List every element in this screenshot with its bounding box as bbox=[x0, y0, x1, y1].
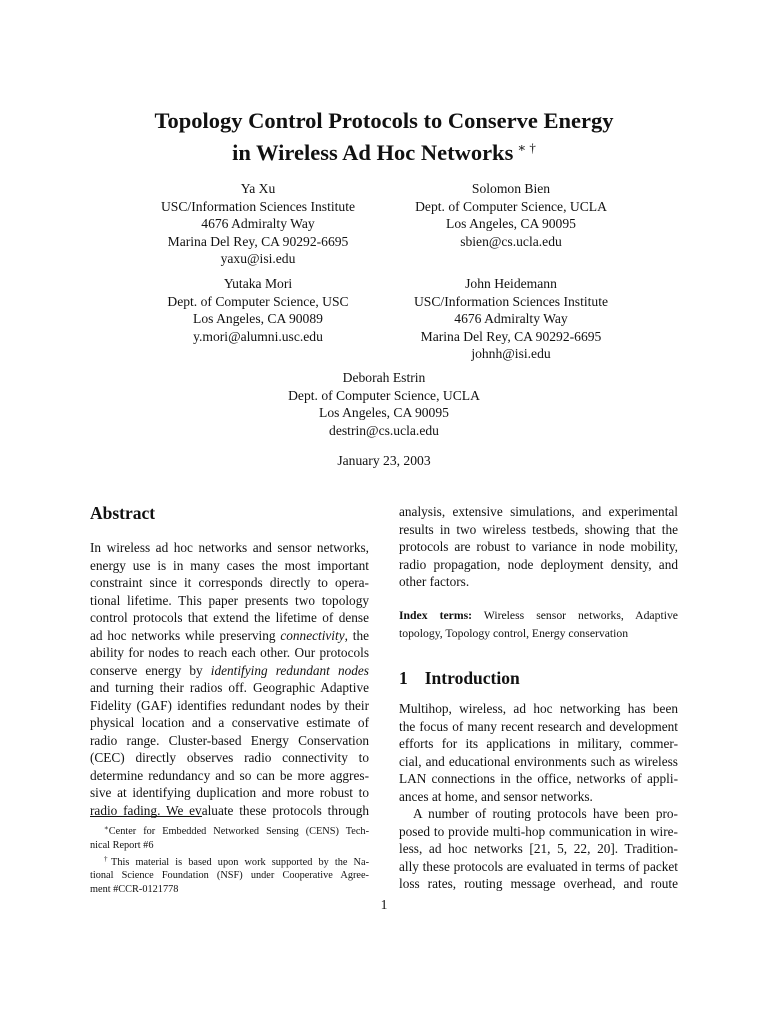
footnote-line: tional Science Foundation (NSF) under Cooperative Agree- bbox=[90, 870, 369, 882]
intro-line: A number of routing protocols have been pro- bbox=[413, 806, 678, 821]
abstract-text: ad hoc networks while preserving bbox=[90, 627, 281, 643]
intro-line: cial, and educational environments such as wireless bbox=[399, 753, 678, 769]
abstract-line: protocols are robust to variance in node mobility, bbox=[399, 539, 678, 554]
author-affiliation: Dept. of Computer Science, USC bbox=[167, 293, 349, 309]
page-number: 1 bbox=[380, 897, 388, 912]
paper-title bbox=[0, 107, 768, 166]
author-affiliation: USC/Information Sciences Institute bbox=[160, 198, 356, 214]
abstract-text: , the bbox=[344, 627, 369, 643]
author-block-ya-xu bbox=[123, 180, 393, 268]
abstract-line: radio propagation, node deployment density, and bbox=[399, 556, 678, 572]
author-affiliation: Dept. of Computer Science, UCLA bbox=[415, 198, 607, 214]
intro-line: posed to provide multi-hop communication in wire- bbox=[399, 823, 678, 839]
introduction-heading bbox=[399, 668, 520, 688]
author-email: sbien@cs.ucla.edu bbox=[460, 233, 562, 249]
intro-line: Multihop, wireless, ad hoc networking has been bbox=[399, 701, 678, 716]
abstract-line: tional lifetime. This paper presents two topology bbox=[90, 592, 369, 608]
abstract-continuation bbox=[399, 503, 678, 591]
author-city: Los Angeles, CA 90095 bbox=[319, 405, 449, 421]
intro-line: LAN connections in the office, networks of appli- bbox=[399, 771, 678, 786]
footnote-divider bbox=[90, 816, 202, 817]
author-city: Los Angeles, CA 90089 bbox=[193, 311, 323, 327]
abstract-line: sive at identifying duplication and more robust to bbox=[90, 785, 369, 800]
footnotes bbox=[90, 822, 369, 897]
title-line-1: Topology Control Protocols to Conserve Energy bbox=[154, 108, 614, 133]
author-address: 4676 Admiralty Way bbox=[201, 216, 315, 232]
author-email: johnh@isi.edu bbox=[471, 346, 551, 362]
author-email: yaxu@isi.edu bbox=[220, 251, 296, 267]
index-terms-label: Index terms: bbox=[399, 609, 473, 622]
abstract-line: determine redundancy and so can be more aggres- bbox=[90, 767, 369, 783]
abstract-line: ability for nodes to reach each other. Our protocols bbox=[90, 645, 369, 660]
footnote-line: nical Report #6 bbox=[90, 839, 154, 851]
footnote-1-line bbox=[90, 822, 369, 839]
author-block-yutaka-mori bbox=[123, 275, 393, 345]
author-block-john-heidemann bbox=[376, 275, 646, 363]
introduction-paragraph-1 bbox=[399, 700, 678, 805]
author-affiliation: Dept. of Computer Science, UCLA bbox=[288, 387, 480, 403]
author-name: John Heidemann bbox=[465, 276, 557, 291]
title-footnote-marks: ∗ † bbox=[517, 140, 536, 155]
index-terms-line-2: topology, Topology control, Energy conservation bbox=[399, 626, 629, 640]
author-city: Marina Del Rey, CA 90292-6695 bbox=[420, 328, 602, 344]
author-name: Deborah Estrin bbox=[342, 370, 426, 385]
abstract-line: and turning their radios off. Geographic Adaptive bbox=[90, 680, 369, 695]
title-line-2 bbox=[0, 134, 768, 166]
footnote-2-mark: † bbox=[104, 854, 112, 863]
author-name: Ya Xu bbox=[240, 181, 276, 196]
intro-line: loss rates, routing message overhead, and route bbox=[399, 876, 678, 891]
abstract-line: In wireless ad hoc networks and sensor networks, bbox=[90, 540, 369, 555]
footnote-text: Center for Embedded Networked Sensing (CENS) Tech- bbox=[108, 826, 369, 837]
footnote-2-line bbox=[90, 853, 369, 870]
abstract-line: control protocols that extend the lifetime of dense bbox=[90, 610, 369, 625]
author-affiliation: USC/Information Sciences Institute bbox=[413, 293, 609, 309]
author-block-deborah-estrin bbox=[249, 369, 519, 439]
intro-line: ally these protocols are evaluated in terms of packet bbox=[399, 858, 678, 874]
abstract-heading: Abstract bbox=[90, 503, 156, 523]
index-terms-text: Wireless sensor networks, Adaptive bbox=[472, 609, 678, 622]
abstract-line: analysis, extensive simulations, and experimental bbox=[399, 504, 678, 519]
author-city: Marina Del Rey, CA 90292-6695 bbox=[167, 233, 349, 249]
title-line-2-text: in Wireless Ad Hoc Networks bbox=[232, 140, 514, 165]
abstract-line: results in two wireless testbeds, showing that the bbox=[399, 521, 678, 537]
section-number: 1 bbox=[399, 668, 408, 688]
abstract-line: other factors. bbox=[399, 574, 470, 589]
abstract-line-connectivity bbox=[90, 627, 369, 645]
abstract-line: radio fading. We evaluate these protocols through bbox=[90, 802, 369, 818]
footnote-text: This material is based upon work supported by the Na- bbox=[111, 856, 369, 868]
section-title: Introduction bbox=[424, 668, 520, 688]
author-name: Solomon Bien bbox=[471, 181, 551, 196]
publication-date: January 23, 2003 bbox=[337, 453, 431, 468]
abstract-line: Fidelity (GAF) identifies redundant nodes by their bbox=[90, 697, 369, 713]
abstract-line-redundant bbox=[90, 662, 369, 680]
intro-line: the focus of many recent research and development bbox=[399, 718, 678, 734]
abstract-line: constraint since it corresponds directly to opera- bbox=[90, 575, 369, 590]
footnote-1-mark: ∗ bbox=[104, 824, 109, 832]
footnote-line: ment #CCR-0121778 bbox=[90, 884, 179, 896]
emphasis-redundant-nodes: identifying redundant nodes bbox=[210, 662, 369, 678]
index-terms-line-1 bbox=[399, 607, 678, 625]
author-city: Los Angeles, CA 90095 bbox=[446, 216, 576, 232]
abstract-line: (CEC) directly observes radio connectivity to bbox=[90, 750, 369, 765]
intro-line: less, ad hoc networks [21, 5, 22, 20]. Tradition- bbox=[399, 841, 678, 856]
index-terms bbox=[399, 607, 678, 642]
author-email: y.mori@alumni.usc.edu bbox=[193, 328, 323, 344]
emphasis-connectivity: connectivity bbox=[280, 627, 345, 643]
abstract-line: energy use is in many cases the most important bbox=[90, 557, 369, 573]
author-block-solomon-bien bbox=[376, 180, 646, 250]
author-email: destrin@cs.ucla.edu bbox=[329, 422, 439, 438]
abstract-body bbox=[90, 539, 369, 819]
abstract-line: radio range. Cluster-based Energy Conservation bbox=[90, 732, 369, 748]
intro-line: ances at home, and sensor networks. bbox=[399, 788, 593, 804]
intro-line: efforts for its applications in military, commer- bbox=[399, 736, 678, 751]
abstract-text: conserve energy by bbox=[90, 662, 211, 678]
author-name: Yutaka Mori bbox=[223, 276, 293, 291]
author-address: 4676 Admiralty Way bbox=[454, 311, 568, 327]
abstract-line: physical location and a conservative estimate of bbox=[90, 715, 369, 730]
introduction-paragraph-2 bbox=[399, 805, 678, 893]
